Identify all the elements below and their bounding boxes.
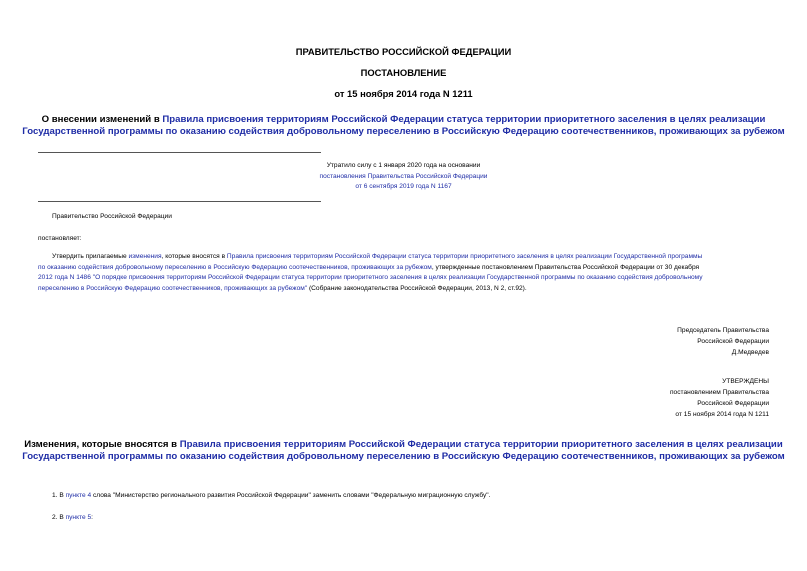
decrees-text: постановляет: bbox=[38, 235, 82, 242]
expiry-decree-link[interactable]: постановления Правительства Российской Федерации bbox=[319, 172, 488, 180]
rules-link-inline-continued[interactable]: по оказанию содействия добровольному переселению в Российскую Федерацию соотечественников, проживающих за рубежом bbox=[38, 263, 432, 271]
signature-name: Д.Медведев bbox=[731, 349, 769, 356]
list-item bbox=[52, 513, 93, 524]
paragraph-text: , утвержденные постановлением Правительства Российской Федерации от 30 декабря bbox=[431, 263, 700, 271]
decree-1486-link-continued[interactable]: переселению в Российскую Федерацию соотечественников, проживающих за рубежом" bbox=[38, 284, 308, 292]
rules-link-inline[interactable]: Правила присвоения территориям Российской Федерации статуса территории приоритетного заселения в целях реализации Государственной программы bbox=[226, 253, 703, 260]
expiry-text: Утратило силу с 1 января 2020 года на основании bbox=[326, 162, 481, 169]
changes-rules-link-continued[interactable]: Государственной программы по оказанию содействия добровольному переселению в Российскую Федерацию соотечественников, проживающих за рубежом bbox=[22, 451, 785, 462]
item-text: слова "Министерство регионального развития Российской Федерации" заменить словами "Федеральную миграционную службу". bbox=[91, 492, 491, 499]
approved-label: УТВЕРЖДЕНЫ bbox=[722, 378, 769, 385]
expiry-decree-date-link[interactable]: от 6 сентября 2019 года N 1167 bbox=[355, 183, 452, 190]
approved-by: постановлением Правительства bbox=[669, 389, 769, 396]
changes-title bbox=[0, 439, 807, 463]
rules-link-continued[interactable]: Государственной программы по оказанию содействия добровольному переселению в Российскую Федерацию соотечественников, проживающих за рубежом bbox=[22, 126, 785, 137]
item-text: 2. В bbox=[52, 514, 66, 521]
changes-rules-link[interactable]: Правила присвоения территориям Российской Федерации статуса территории приоритетного заселения в целях реализации bbox=[179, 439, 783, 450]
paragraph-text: , которые вносятся в bbox=[161, 253, 227, 260]
divider-bottom bbox=[38, 201, 321, 202]
main-paragraph bbox=[38, 252, 778, 294]
approved-date: от 15 ноября 2014 года N 1211 bbox=[675, 411, 769, 418]
approved-block bbox=[670, 376, 769, 420]
approved-by-2: Российской Федерации bbox=[697, 400, 769, 407]
document-date: от 15 ноября 2014 года N 1211 bbox=[334, 88, 473, 99]
paragraph-text: (Собрание законодательства Российской Федерации, 2013, N 2, ст.92). bbox=[307, 284, 527, 292]
issuer-text: Правительство Российской Федерации bbox=[52, 213, 172, 220]
item-text: 1. В bbox=[52, 492, 66, 499]
government-name: ПРАВИТЕЛЬСТВО РОССИЙСКОЙ ФЕДЕРАЦИИ bbox=[295, 46, 512, 57]
changes-title-prefix: Изменения, которые вносятся в bbox=[24, 439, 180, 450]
title-prefix: О внесении изменений в bbox=[41, 114, 163, 125]
rules-link[interactable]: Правила присвоения территориям Российской Федерации статуса территории приоритетного заселения в целях реализации bbox=[162, 114, 766, 125]
signature-title: Председатель Правительства bbox=[677, 327, 769, 334]
changes-link[interactable]: изменения bbox=[128, 253, 162, 260]
list-item bbox=[52, 491, 490, 502]
decree-1486-link[interactable]: 2012 года N 1486 "О порядке присвоения территориям Российской Федерации статуса территории приоритетного заселения в целях реализации Государственной программы по оказанию содействия добровольному bbox=[38, 274, 703, 282]
item-text: : bbox=[91, 514, 93, 521]
document-title bbox=[0, 114, 807, 138]
item-4-link[interactable]: пункте 4 bbox=[65, 492, 92, 499]
signature-title-2: Российской Федерации bbox=[697, 338, 769, 345]
signature-block bbox=[677, 325, 769, 358]
paragraph-text: Утвердить прилагаемые bbox=[52, 253, 129, 260]
divider-top bbox=[38, 152, 321, 153]
document-type: ПОСТАНОВЛЕНИЕ bbox=[360, 67, 447, 78]
item-5-link[interactable]: пункте 5 bbox=[65, 514, 92, 521]
expiry-notice bbox=[0, 161, 807, 193]
